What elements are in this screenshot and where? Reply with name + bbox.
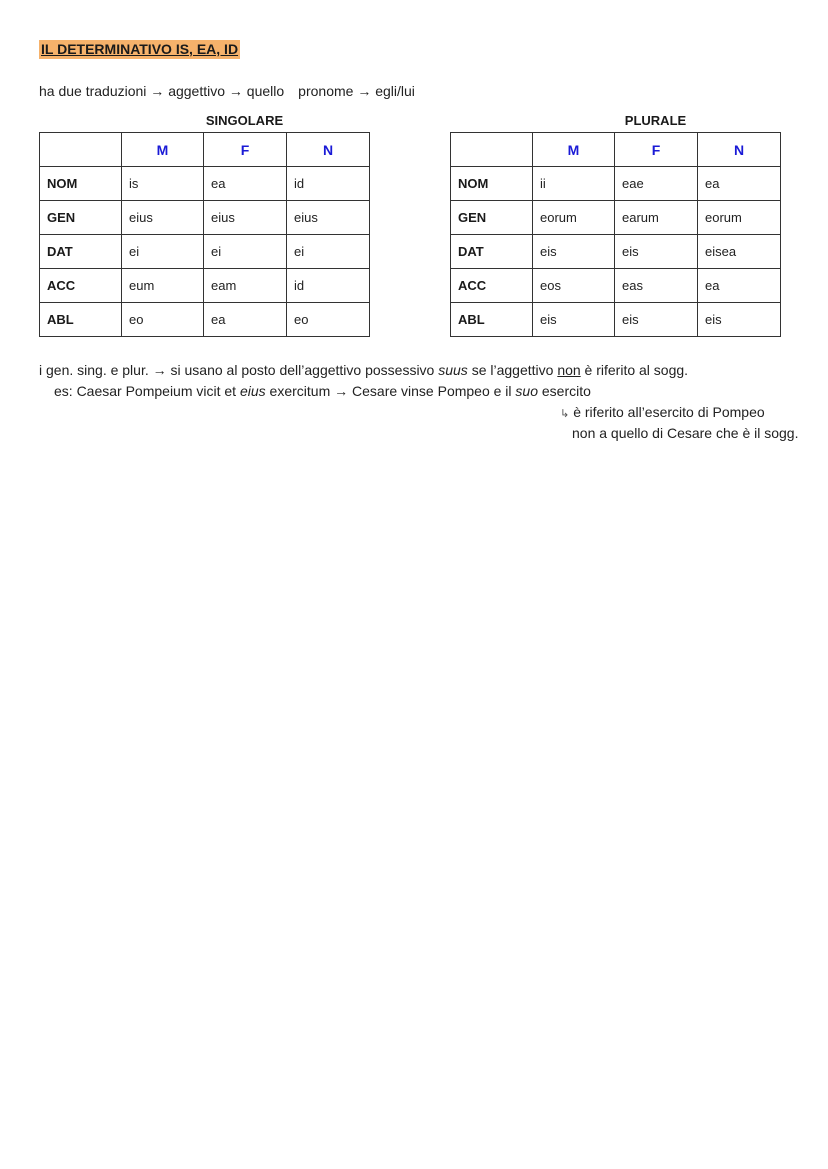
- note-text: è riferito all’esercito di Pompeo: [573, 404, 765, 420]
- plural-caption: PLURALE: [624, 113, 687, 128]
- cell-f: eis: [615, 235, 698, 269]
- cell-n: eo: [287, 303, 370, 337]
- cell-m: eis: [533, 303, 615, 337]
- cell-n: eisea: [698, 235, 781, 269]
- table-header-row: [40, 133, 370, 167]
- intro-line: [39, 82, 415, 100]
- note-usage: [39, 361, 688, 379]
- cell-m: eum: [122, 269, 204, 303]
- note-example: [54, 382, 591, 400]
- intro-pronoun: pronome → egli/lui: [298, 83, 415, 99]
- note-text: se l’aggettivo: [467, 362, 558, 378]
- header-m: M: [122, 133, 204, 167]
- note-explanation-cont: non a quello di Cesare che è il sogg.: [572, 425, 799, 441]
- cell-f: eas: [615, 269, 698, 303]
- cell-n: eorum: [698, 201, 781, 235]
- cell-f: eam: [204, 269, 287, 303]
- cell-n: ei: [287, 235, 370, 269]
- plural-table: [450, 132, 781, 337]
- note-italic: suus: [438, 362, 468, 378]
- cell-f: ea: [204, 303, 287, 337]
- cell-n: eius: [287, 201, 370, 235]
- note-explanation: [560, 403, 765, 423]
- cell-m: is: [122, 167, 204, 201]
- cell-n: id: [287, 269, 370, 303]
- table-row: [40, 235, 370, 269]
- case-label: ACC: [40, 269, 122, 303]
- table-row: [40, 201, 370, 235]
- header-empty: [451, 133, 533, 167]
- case-label: DAT: [40, 235, 122, 269]
- table-row: [451, 303, 781, 337]
- cell-m: ii: [533, 167, 615, 201]
- table-row: [451, 167, 781, 201]
- cell-m: eius: [122, 201, 204, 235]
- note-text: exercitum → Cesare vinse Pompeo e il: [265, 383, 516, 399]
- table-row: [451, 201, 781, 235]
- table-row: [40, 167, 370, 201]
- header-n: N: [287, 133, 370, 167]
- case-label: GEN: [451, 201, 533, 235]
- table-row: [40, 269, 370, 303]
- table-row: [451, 235, 781, 269]
- case-label: NOM: [40, 167, 122, 201]
- table-row: [451, 269, 781, 303]
- cell-f: eius: [204, 201, 287, 235]
- note-text: es: Caesar Pompeium vicit et: [54, 383, 240, 399]
- cell-f: ea: [204, 167, 287, 201]
- cell-n: eis: [698, 303, 781, 337]
- header-empty: [40, 133, 122, 167]
- cell-m: ei: [122, 235, 204, 269]
- note-italic: suo: [515, 383, 538, 399]
- note-text: è riferito al sogg.: [580, 362, 689, 378]
- case-label: ABL: [40, 303, 122, 337]
- case-label: NOM: [451, 167, 533, 201]
- cell-f: earum: [615, 201, 698, 235]
- singular-table: [39, 132, 370, 337]
- case-label: GEN: [40, 201, 122, 235]
- table-row: [40, 303, 370, 337]
- header-f: F: [615, 133, 698, 167]
- page-title: IL DETERMINATIVO IS, EA, ID: [41, 41, 239, 57]
- cell-m: eos: [533, 269, 615, 303]
- header-n: N: [698, 133, 781, 167]
- case-label: ABL: [451, 303, 533, 337]
- note-text: esercito: [538, 383, 591, 399]
- cell-n: ea: [698, 167, 781, 201]
- header-m: M: [533, 133, 615, 167]
- cell-m: eis: [533, 235, 615, 269]
- note-italic: eius: [239, 383, 266, 399]
- table-header-row: [451, 133, 781, 167]
- cell-f: ei: [204, 235, 287, 269]
- cell-m: eorum: [533, 201, 615, 235]
- note-text: i gen. sing. e plur. → si usano al posto dell’aggettivo possessivo: [39, 362, 439, 378]
- cell-n: id: [287, 167, 370, 201]
- cell-f: eis: [615, 303, 698, 337]
- case-label: DAT: [451, 235, 533, 269]
- cell-n: ea: [698, 269, 781, 303]
- down-right-arrow-icon: ↳: [560, 408, 570, 420]
- cell-m: eo: [122, 303, 204, 337]
- cell-f: eae: [615, 167, 698, 201]
- singular-caption: SINGOLARE: [205, 113, 284, 128]
- intro-adjective: ha due traduzioni → aggettivo → quello: [39, 83, 285, 99]
- case-label: ACC: [451, 269, 533, 303]
- note-underline: non: [557, 362, 581, 378]
- header-f: F: [204, 133, 287, 167]
